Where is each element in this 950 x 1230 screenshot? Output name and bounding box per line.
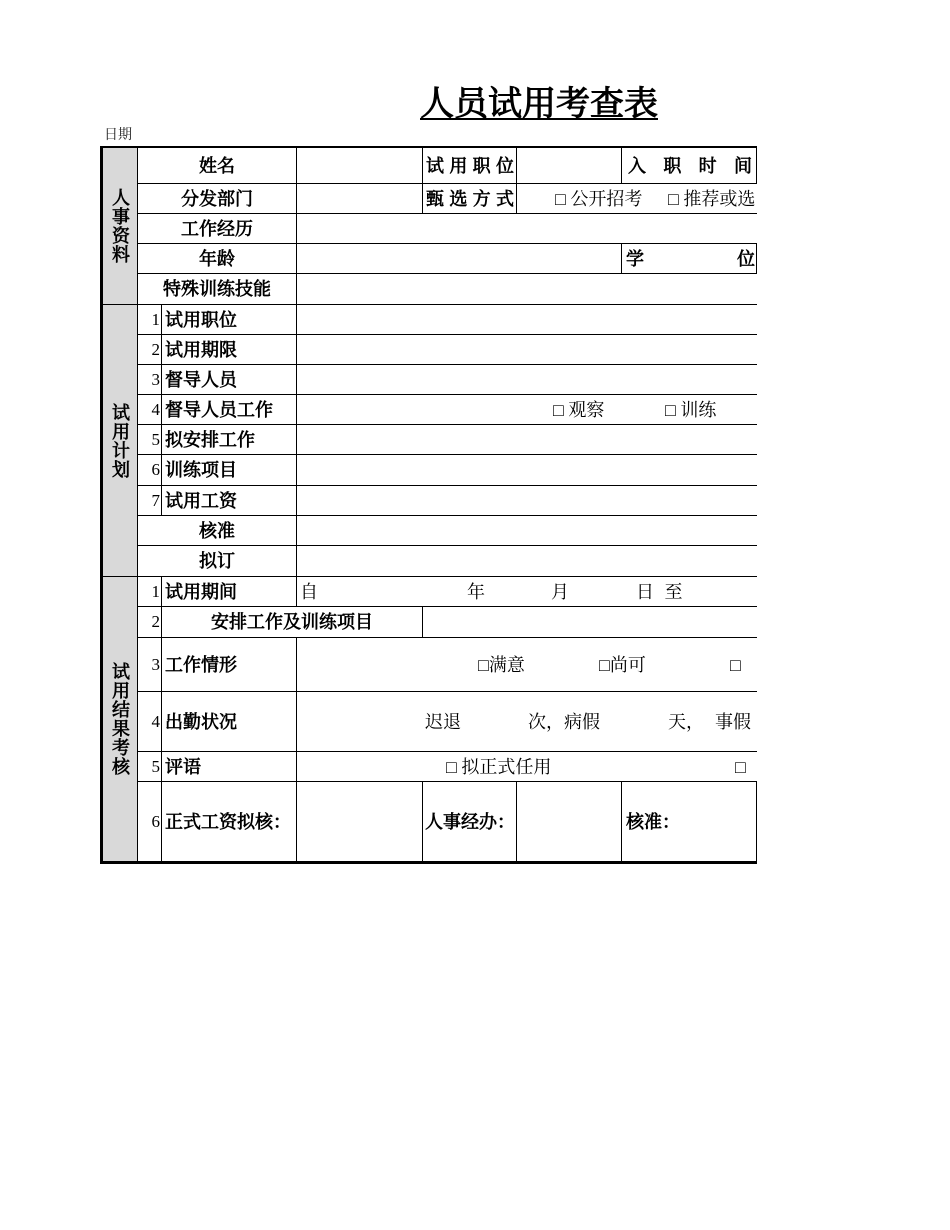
trial-period-cell [297,577,757,607]
trial-position-header-cell [423,148,517,184]
plan-item-label: 督导人员 [162,365,297,395]
option-third: □ [730,654,741,675]
personnel-section-heading-cell [103,148,138,305]
work-history-label: 工作经历 [138,214,297,244]
age-value-cell [297,244,622,274]
result-item-number: 3 [138,638,162,692]
table-left-border [100,146,103,864]
plan-approve-value-cell [297,516,757,546]
attendance-cell [297,692,757,752]
selection-method-options-cell [517,184,757,214]
selection-method-header-cell [423,184,517,214]
plan-item-number: 1 [138,305,162,335]
plan-item-label: 试用职位 [162,305,297,335]
hr-handler-label: 人事经办： [423,782,517,862]
trial-result-section-heading: 试用结果考核 [110,662,130,776]
plan-draft-value-cell [297,546,757,577]
special-skills-label: 特殊训练技能 [138,274,297,305]
trial-plan-section-heading: 试用计划 [110,402,130,479]
plan-item-number: 4 [138,395,162,425]
work-history-value-cell [297,214,757,244]
result-item-number: 2 [138,607,162,638]
result-item-label: 工作情形 [162,638,297,692]
period-month-text: 月 [551,581,569,602]
attendance-sick-leave-text: 次，病假 [528,711,600,732]
selection-method-label: 甄 选 方 式 [426,188,514,209]
date-label: 日期 [104,128,132,143]
attendance-late-text: 迟退 [425,711,461,732]
salary-proposal-value-cell [297,782,423,862]
start-date-header-cell [622,148,757,184]
work-status-options-cell [297,638,757,692]
trial-plan-section-heading-cell [103,305,138,577]
plan-item-value-cell [297,335,757,365]
plan-item-number: 3 [138,365,162,395]
result-item-label: 试用期间 [162,577,297,607]
plan-item-value-cell [297,425,757,455]
plan-item-value-cell [297,455,757,486]
trial-position-header-label: 试 用 职 位 [426,155,514,176]
option-acceptable: □尚可 [599,654,646,675]
option-formal-appointment: □ 拟正式任用 [446,756,552,777]
name-label: 姓名 [138,148,297,184]
plan-draft-label: 拟订 [138,546,297,577]
approver-label: 核准： [622,782,757,862]
age-label: 年龄 [138,244,297,274]
plan-item-label: 训练项目 [162,455,297,486]
plan-item-number: 7 [138,486,162,516]
period-from-text: 自 [300,581,318,602]
start-date-label: 入 职 时 间 [628,155,752,176]
degree-header-cell [622,244,757,274]
period-year-text: 年 [467,581,485,602]
comment-options-cell [297,752,757,782]
hr-handler-value-cell [517,782,622,862]
option-observe: □ 观察 [553,399,605,420]
plan-item-value-cell [297,486,757,516]
option-recommendation: □ 推荐或选 [668,188,756,209]
plan-item-label: 试用期限 [162,335,297,365]
attendance-days-text: 天， [668,711,704,732]
degree-label: 学 位 [626,248,755,269]
supervisor-work-options-cell [297,395,757,425]
plan-item-value-cell [297,365,757,395]
name-value-cell [297,148,423,184]
plan-item-label: 试用工资 [162,486,297,516]
plan-approve-label: 核准 [138,516,297,546]
option-satisfied: □满意 [478,654,525,675]
result-item-number: 5 [138,752,162,782]
table-bottom-border [100,861,757,864]
result-item-number: 1 [138,577,162,607]
form-title: 人员试用考查表 [420,86,658,123]
trial-result-section-heading-cell [103,577,138,862]
plan-item-label: 拟安排工作 [162,425,297,455]
plan-item-number: 6 [138,455,162,486]
option-open-recruitment: □ 公开招考 [555,188,643,209]
plan-item-number: 5 [138,425,162,455]
assigned-work-value-cell [423,607,757,638]
result-item-number: 4 [138,692,162,752]
plan-item-value-cell [297,305,757,335]
result-item-label: 评语 [162,752,297,782]
result-item-label: 出勤状况 [162,692,297,752]
option-second-comment: □ [735,756,746,777]
result-item-label: 正式工资拟核： [162,782,297,862]
department-value-cell [297,184,423,214]
option-train: □ 训练 [665,399,717,420]
period-day-to-text: 日 至 [636,581,683,602]
trial-position-value-cell [517,148,622,184]
plan-item-number: 2 [138,335,162,365]
result-item-label: 安排工作及训练项目 [162,607,423,638]
result-item-number: 6 [138,782,162,862]
attendance-personal-leave-text: 事假 [715,711,751,732]
plan-item-label: 督导人员工作 [162,395,297,425]
personnel-section-heading: 人事资料 [110,188,130,264]
special-skills-value-cell [297,274,757,305]
table-top-border [100,146,757,148]
department-label: 分发部门 [138,184,297,214]
